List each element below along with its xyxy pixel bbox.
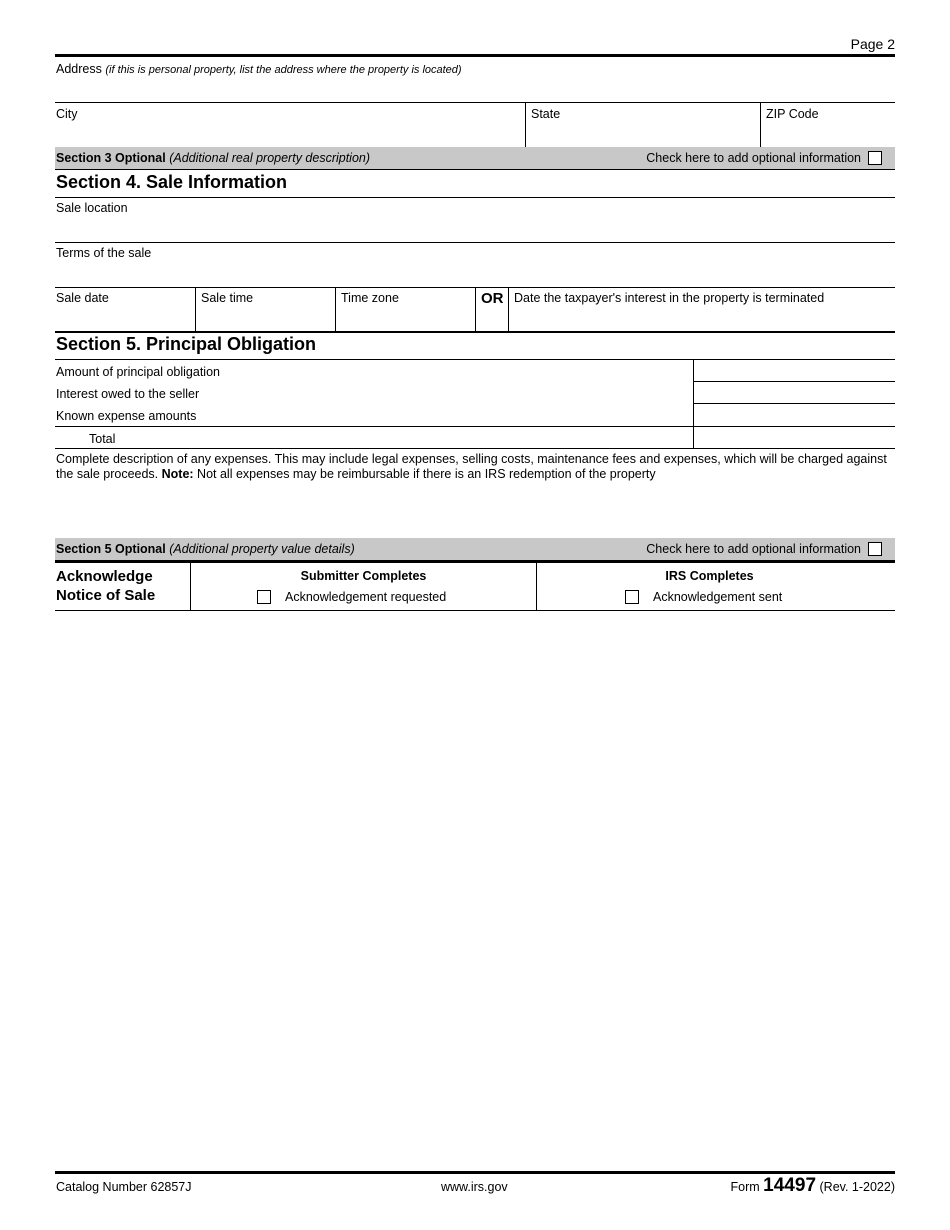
terms-of-sale-input[interactable] xyxy=(55,261,895,285)
sale-location-rule xyxy=(55,242,895,243)
address-input[interactable] xyxy=(55,76,895,102)
total-row-rule xyxy=(55,448,895,449)
address-rule xyxy=(55,102,895,103)
section3-optional-title xyxy=(56,151,370,165)
known-expense-label: Known expense amounts xyxy=(56,409,197,423)
page-number: Page 2 xyxy=(850,36,895,52)
expense-description-text: Complete description of any expenses. This may include legal expenses, selling costs, maintenance fees and expenses, which will be charged against the sale proceeds. xyxy=(56,452,887,481)
address-label: Address xyxy=(56,62,102,76)
acknowledge-notice-label xyxy=(56,567,155,605)
expense-note-text: Not all expenses may be reimbursable if there is an IRS redemption of the property xyxy=(193,467,656,481)
section5-title-rule xyxy=(55,359,895,360)
footer-rule xyxy=(55,1171,895,1174)
irs-website: www.irs.gov xyxy=(441,1180,508,1194)
expense-row-rule xyxy=(55,426,895,427)
principal-obligation-input[interactable] xyxy=(695,361,893,381)
sale-location-label: Sale location xyxy=(56,201,128,215)
acknowledgement-requested-checkbox[interactable] xyxy=(257,590,271,604)
expense-note-label: Note: xyxy=(161,467,194,481)
section5-optional-subtitle: (Additional property value details) xyxy=(169,542,355,556)
time-zone-divider xyxy=(475,287,476,331)
total-input[interactable] xyxy=(695,428,893,448)
form-identifier xyxy=(731,1175,895,1197)
zip-label: ZIP Code xyxy=(766,107,819,121)
irs-completes-heading: IRS Completes xyxy=(665,569,754,583)
sale-location-input[interactable] xyxy=(55,216,895,240)
header-rule xyxy=(55,54,895,57)
interest-row-rule xyxy=(693,403,895,404)
state-input[interactable] xyxy=(527,122,757,144)
zip-input[interactable] xyxy=(762,122,894,144)
section5-optional-checkbox[interactable] xyxy=(868,542,882,556)
acknowledgement-sent-label: Acknowledgement sent xyxy=(653,590,783,604)
acknowledgement-sent-checkbox[interactable] xyxy=(625,590,639,604)
form-prefix: Form xyxy=(730,1180,760,1194)
section5-title: Section 5. Principal Obligation xyxy=(56,334,317,354)
sale-date-label: Sale date xyxy=(56,291,109,305)
state-label: State xyxy=(531,107,561,121)
known-expense-input[interactable] xyxy=(695,405,893,425)
form-revision: (Rev. 1-2022) xyxy=(819,1180,895,1194)
expense-description-label xyxy=(56,452,892,482)
city-label: City xyxy=(56,107,78,121)
sale-time-input[interactable] xyxy=(197,306,333,328)
acknowledge-label-line1: Acknowledge xyxy=(56,568,153,585)
submitter-completes-heading: Submitter Completes xyxy=(300,569,427,583)
total-label: Total xyxy=(89,432,116,446)
acknowledgement-requested-label: Acknowledgement requested xyxy=(285,590,447,604)
section5-optional-rule xyxy=(55,560,895,563)
section5-optional-heading: Section 5 Optional xyxy=(56,542,166,556)
section3-optional-heading: Section 3 Optional xyxy=(56,151,166,165)
principal-row-rule xyxy=(693,381,895,382)
or-divider xyxy=(508,287,509,331)
section4-bottom-rule xyxy=(55,331,895,333)
principal-obligation-label: Amount of principal obligation xyxy=(56,365,220,379)
section5-optional-bar xyxy=(55,538,895,560)
section3-bottom-rule xyxy=(55,169,895,170)
section3-optional-subtitle: (Additional real property description) xyxy=(169,151,371,165)
section3-optional-checkbox[interactable] xyxy=(868,151,882,165)
sale-time-label: Sale time xyxy=(201,291,254,305)
state-zip-divider xyxy=(760,102,761,147)
address-field-label xyxy=(56,62,462,76)
sale-date-divider xyxy=(195,287,196,331)
interest-terminated-date-input[interactable] xyxy=(510,306,894,328)
acknowledge-label-line2: Notice of Sale xyxy=(56,587,156,604)
expense-description-input[interactable] xyxy=(55,485,895,537)
section4-title: Section 4. Sale Information xyxy=(56,172,288,192)
section3-optional-bar xyxy=(55,147,895,169)
catalog-number: Catalog Number 62857J xyxy=(56,1180,192,1194)
section4-title-rule xyxy=(55,197,895,198)
time-zone-input[interactable] xyxy=(337,306,473,328)
interest-terminated-label: Date the taxpayer's interest in the property is terminated xyxy=(514,291,825,305)
interest-owed-input[interactable] xyxy=(695,383,893,403)
city-state-divider xyxy=(525,102,526,147)
interest-owed-label: Interest owed to the seller xyxy=(56,387,200,401)
section3-optional-check-label: Check here to add optional information xyxy=(646,151,861,165)
section5-optional-title xyxy=(56,542,355,556)
acknowledge-bottom-rule xyxy=(55,610,895,611)
or-label: OR xyxy=(481,290,504,307)
city-input[interactable] xyxy=(55,122,523,144)
form-number: 14497 xyxy=(763,1175,817,1196)
amount-column-divider xyxy=(693,359,694,449)
terms-of-sale-label: Terms of the sale xyxy=(56,246,152,260)
sale-time-divider xyxy=(335,287,336,331)
time-zone-label: Time zone xyxy=(341,291,399,305)
section5-optional-check-label: Check here to add optional information xyxy=(646,542,861,556)
sale-date-input[interactable] xyxy=(55,306,193,328)
address-note: (if this is personal property, list the address where the property is located) xyxy=(105,64,462,76)
